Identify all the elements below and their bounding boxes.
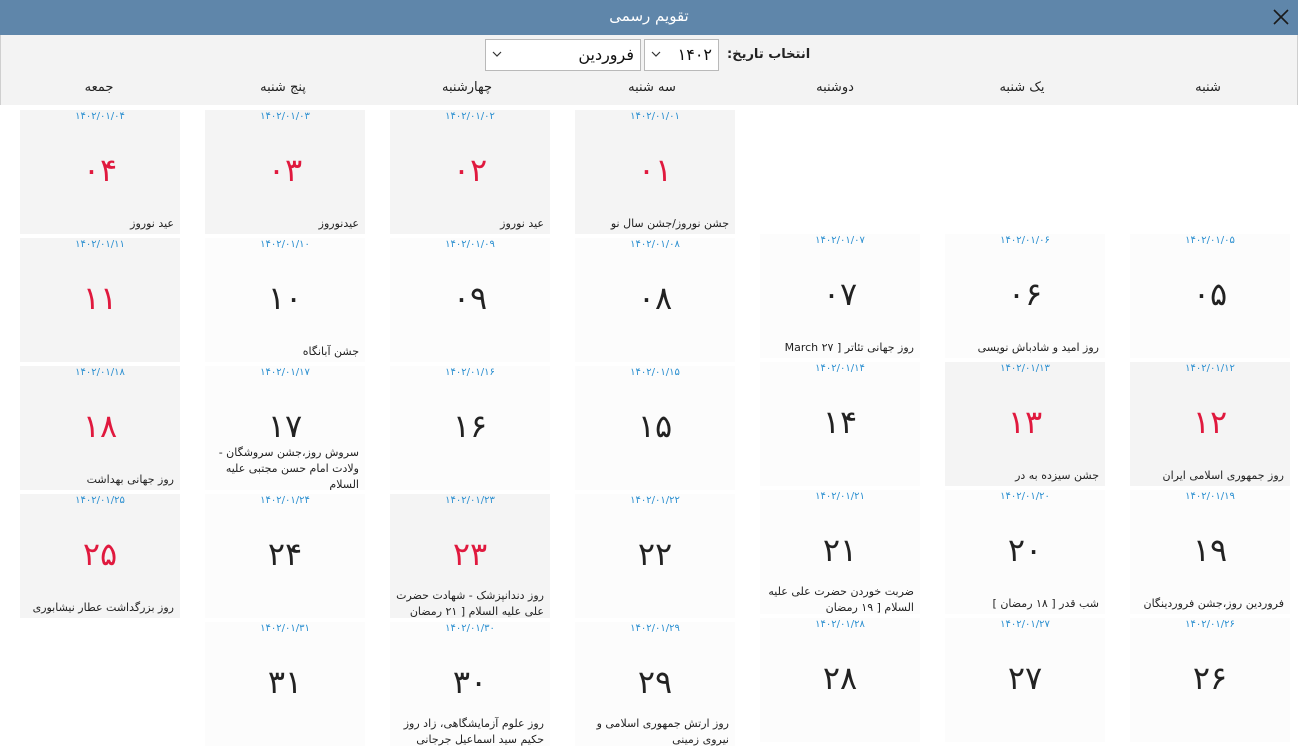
- chevron-down-icon: [651, 50, 661, 58]
- cell-day-number: ۰۹: [452, 279, 488, 317]
- cell-date: ۱۴۰۲/۰۱/۱۸: [75, 367, 125, 378]
- cell-date: ۱۴۰۲/۰۱/۱۴: [815, 363, 865, 374]
- cell-date: ۱۴۰۲/۰۱/۱۵: [630, 367, 680, 378]
- day-cell[interactable]: [1130, 362, 1290, 486]
- day-cell[interactable]: [575, 494, 735, 618]
- day-cell[interactable]: [205, 366, 365, 490]
- cell-day-number: ۱۱: [82, 279, 118, 317]
- cell-day-number: ۰۷: [822, 275, 858, 313]
- cell-date: ۱۴۰۲/۰۱/۱۲: [1185, 363, 1235, 374]
- year-select[interactable]: [644, 39, 719, 71]
- cell-day-number: ۰۵: [1192, 275, 1228, 313]
- cell-date: ۱۴۰۲/۰۱/۰۵: [1185, 235, 1235, 246]
- cell-day-number: ۰۲: [452, 151, 488, 189]
- cell-date: ۱۴۰۲/۰۱/۱۶: [445, 367, 495, 378]
- cell-day-number: ۲۲: [637, 535, 673, 573]
- day-cell[interactable]: [20, 494, 180, 618]
- day-cell[interactable]: [390, 238, 550, 362]
- cell-day-number: ۰۳: [267, 151, 303, 189]
- cell-day-number: ۰۸: [637, 279, 673, 317]
- day-cell[interactable]: [575, 238, 735, 362]
- cell-event: شب قدر [ ۱۸ رمضان ]: [992, 597, 1099, 610]
- cell-date: ۱۴۰۲/۰۱/۳۱: [260, 623, 310, 634]
- weekday-sunday: یک شنبه: [999, 80, 1045, 95]
- day-cell[interactable]: [20, 366, 180, 490]
- cell-event: روز ارتش جمهوری اسلامی و نیروی زمینی: [596, 717, 729, 746]
- cell-date: ۱۴۰۲/۰۱/۰۳: [260, 111, 310, 122]
- cell-event: روز جهانی بهداشت: [86, 473, 174, 486]
- cell-day-number: ۱۳: [1007, 403, 1043, 441]
- window-title: تقویم رسمی: [609, 7, 689, 25]
- cell-date: ۱۴۰۲/۰۱/۲۰: [1000, 491, 1050, 502]
- day-cell[interactable]: [575, 110, 735, 234]
- date-picker-label: انتخاب تاریخ:: [727, 47, 811, 62]
- cell-event: روز بزرگداشت عطار نیشابوری: [32, 601, 174, 614]
- cell-date: ۱۴۰۲/۰۱/۱۳: [1000, 363, 1050, 374]
- cell-date: ۱۴۰۲/۰۱/۱۱: [75, 239, 125, 250]
- cell-day-number: ۱۶: [452, 407, 488, 445]
- cell-date: ۱۴۰۲/۰۱/۰۱: [630, 111, 680, 122]
- cell-day-number: ۱۵: [637, 407, 673, 445]
- cell-event: جشن سیزده به در: [1015, 469, 1099, 482]
- cell-day-number: ۰۱: [637, 151, 673, 189]
- day-cell[interactable]: [945, 362, 1105, 486]
- cell-day-number: ۲۶: [1192, 659, 1228, 697]
- weekday-wednesday: چهارشنبه: [442, 80, 492, 95]
- cell-event: جشن آبانگاه: [302, 345, 359, 358]
- cell-date: ۱۴۰۲/۰۱/۲۲: [630, 495, 680, 506]
- day-cell[interactable]: [760, 618, 920, 742]
- cell-date: ۱۴۰۲/۰۱/۲۶: [1185, 619, 1235, 630]
- day-cell[interactable]: [390, 110, 550, 234]
- cell-event: فروردین روز،جشن فروردینگان: [1143, 597, 1284, 610]
- cell-date: ۱۴۰۲/۰۱/۰۲: [445, 111, 495, 122]
- cell-day-number: ۱۲: [1192, 403, 1228, 441]
- day-cell[interactable]: [205, 494, 365, 618]
- year-value: ۱۴۰۲: [677, 45, 712, 64]
- cell-day-number: ۱۴: [822, 403, 858, 441]
- day-cell[interactable]: [390, 622, 550, 746]
- cell-day-number: ۰۶: [1007, 275, 1043, 313]
- month-select[interactable]: [485, 39, 641, 71]
- cell-event: روز دندانپزشک - شهادت حضرت علی علیه السلام [ ۲۱ رمضان: [396, 589, 544, 618]
- cell-date: ۱۴۰۲/۰۱/۲۳: [445, 495, 495, 506]
- cell-day-number: ۳۰: [452, 663, 488, 701]
- cell-day-number: ۲۱: [822, 531, 858, 569]
- weekday-tuesday: سه شنبه: [628, 80, 676, 95]
- weekday-friday: جمعه: [84, 80, 114, 95]
- weekday-saturday: شنبه: [1195, 80, 1221, 95]
- day-cell[interactable]: [205, 622, 365, 746]
- chevron-down-icon: [492, 50, 502, 58]
- day-cell[interactable]: [20, 110, 180, 234]
- cell-day-number: ۱۰: [267, 279, 303, 317]
- cell-event: ضربت خوردن حضرت علی علیه السلام [ ۱۹ رمضان: [768, 585, 914, 614]
- day-cell[interactable]: [945, 490, 1105, 614]
- cell-date: ۱۴۰۲/۰۱/۳۰: [445, 623, 495, 634]
- day-cell[interactable]: [575, 366, 735, 490]
- close-icon: [1266, 2, 1296, 32]
- cell-date: ۱۴۰۲/۰۱/۲۹: [630, 623, 680, 634]
- weekday-thursday: پنج شنبه: [260, 80, 306, 95]
- cell-day-number: ۲۴: [267, 535, 303, 573]
- day-cell[interactable]: [390, 366, 550, 490]
- close-button[interactable]: [1266, 2, 1296, 32]
- cell-event: روز جمهوری اسلامی ایران: [1162, 469, 1284, 482]
- day-cell[interactable]: [1130, 490, 1290, 614]
- day-cell[interactable]: [760, 362, 920, 486]
- cell-date: ۱۴۰۲/۰۱/۱۷: [260, 367, 310, 378]
- title-bar: [0, 0, 1298, 35]
- day-cell[interactable]: [760, 234, 920, 358]
- day-cell[interactable]: [390, 494, 550, 618]
- cell-date: ۱۴۰۲/۰۱/۰۸: [630, 239, 680, 250]
- cell-event: روز علوم آزمایشگاهی، زاد روز حکیم سید اسماعیل جرجانی: [403, 717, 544, 746]
- day-cell[interactable]: [205, 238, 365, 362]
- day-cell[interactable]: [945, 234, 1105, 358]
- cell-day-number: ۲۵: [82, 535, 118, 573]
- cell-date: ۱۴۰۲/۰۱/۰۷: [815, 235, 865, 246]
- cell-date: ۱۴۰۲/۰۱/۲۴: [260, 495, 310, 506]
- cell-date: ۱۴۰۲/۰۱/۰۶: [1000, 235, 1050, 246]
- cell-event: سروش روز،جشن سروشگان - ولادت امام حسن مجتبی علیه السلام: [218, 446, 359, 490]
- cell-day-number: ۲۷: [1007, 659, 1043, 697]
- day-cell[interactable]: [1130, 234, 1290, 358]
- cell-day-number: ۲۰: [1007, 531, 1043, 569]
- cell-day-number: ۱۹: [1192, 531, 1228, 569]
- day-cell[interactable]: [1130, 618, 1290, 742]
- cell-event: عید نوروز: [500, 217, 544, 230]
- cell-day-number: ۲۸: [822, 659, 858, 697]
- cell-event: روز جهانی تئاتر [ ۲۷ March: [784, 341, 914, 354]
- cell-date: ۱۴۰۲/۰۱/۲۸: [815, 619, 865, 630]
- cell-day-number: ۰۴: [82, 151, 118, 189]
- cell-day-number: ۲۹: [637, 663, 673, 701]
- day-cell[interactable]: [945, 618, 1105, 742]
- cell-date: ۱۴۰۲/۰۱/۰۹: [445, 239, 495, 250]
- cell-event: عیدنوروز: [318, 217, 359, 230]
- cell-event: جشن نوروز/جشن سال نو: [610, 217, 729, 230]
- cell-date: ۱۴۰۲/۰۱/۲۵: [75, 495, 125, 506]
- day-cell[interactable]: [575, 622, 735, 746]
- cell-day-number: ۳۱: [267, 663, 303, 701]
- cell-date: ۱۴۰۲/۰۱/۲۷: [1000, 619, 1050, 630]
- cell-date: ۱۴۰۲/۰۱/۰۴: [75, 111, 125, 122]
- day-cell[interactable]: [205, 110, 365, 234]
- cell-date: ۱۴۰۲/۰۱/۱۰: [260, 239, 310, 250]
- cell-event: عید نوروز: [130, 217, 174, 230]
- cell-event: روز امید و شادباش نویسی: [977, 341, 1099, 354]
- day-cell[interactable]: [20, 238, 180, 362]
- cell-day-number: ۱۷: [267, 407, 303, 445]
- cell-date: ۱۴۰۲/۰۱/۲۱: [815, 491, 865, 502]
- month-value: فروردین: [578, 45, 634, 64]
- cell-day-number: ۲۳: [452, 535, 488, 573]
- cell-date: ۱۴۰۲/۰۱/۱۹: [1185, 491, 1235, 502]
- cell-day-number: ۱۸: [82, 407, 118, 445]
- day-cell[interactable]: [760, 490, 920, 614]
- weekday-monday: دوشنبه: [816, 80, 854, 95]
